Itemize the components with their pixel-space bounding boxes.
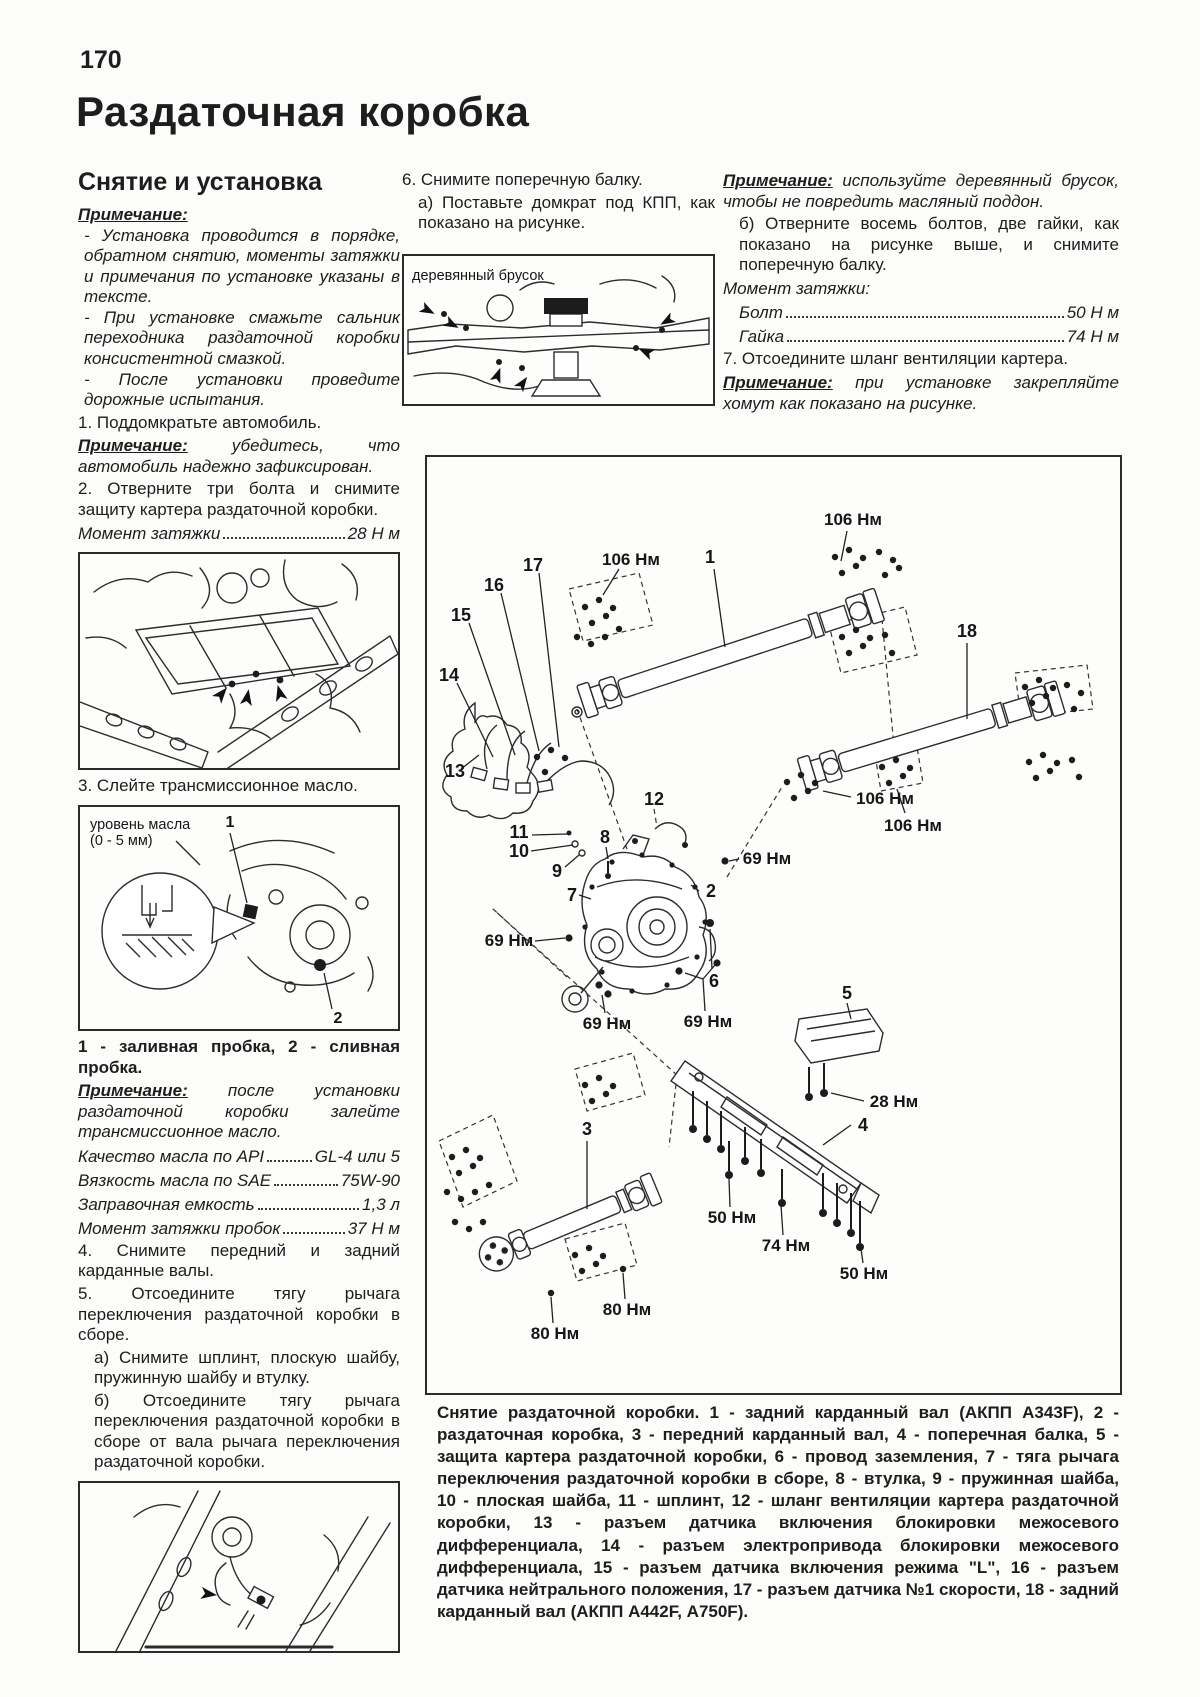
drain-plug	[314, 959, 326, 971]
note-label: Примечание:	[78, 436, 188, 456]
wooden-block	[544, 298, 588, 314]
spec-nut	[723, 327, 1119, 347]
bolt-arrows	[212, 671, 288, 706]
figure-shield-removal	[78, 552, 400, 770]
spec-plug-torque	[78, 1219, 400, 1239]
wooden-block-label: деревянный брусок	[412, 267, 544, 284]
spec-label: Момент затяжки	[78, 524, 221, 544]
torque-label: 106 Нм	[824, 510, 882, 529]
spec-sae	[78, 1171, 400, 1191]
spec-value: 50 Н м	[1066, 303, 1119, 323]
torque-label: 106 Нм	[602, 550, 660, 569]
callout-number: 10	[508, 841, 530, 861]
callout-number: 8	[599, 827, 611, 847]
step-4: 4. Снимите передний и задний карданные валы.	[78, 1240, 400, 1281]
exploded-view-caption: Снятие раздаточной коробки. 1 - задний карданный вал (АКПП А343F), 2 - раздаточная коробка, 3 - передний карданный вал, 4 - поперечная балка, 5 - защита картера раздаточной коробки, 6 - провод заземления, 7 - тяга рычага переключения раздаточной коробки в сборе, 8 - втулка, 9 - пружинная шайба, 10 - плоская шайба, 11 - шплинт, 12 - шланг вентиляции картера раздаточной коробки, 13 - разъем датчика включения блокировки межосевого дифференциала, 14 - разъем электропривода блокировки межосевого дифференциала, 15 - разъем датчика включения режима "L", 16 - разъем датчика нейтрального положения, 17 - разъем датчика №1 скорости, 18 - задний карданный вал (АКПП А442F, А750F).	[437, 1403, 1119, 1621]
rear-driveshaft-a442f	[797, 681, 1065, 792]
filler-plug	[243, 904, 258, 919]
torque-label: 106 Нм	[884, 816, 942, 835]
callout-number: 6	[708, 971, 720, 991]
step-6b: б) Отверните восемь болтов, две гайки, как показано на рисунке выше, и снимите поперечную балку.	[739, 214, 1119, 275]
callout-number: 13	[444, 761, 466, 781]
note-clamp-text: при установке закрепляйте хомут как показано на рисунке.	[723, 372, 1119, 413]
torque-label: 106 Нм	[856, 789, 914, 808]
spec-value: 74 Н м	[1066, 327, 1119, 347]
step-6a: а) Поставьте домкрат под КПП, как показано на рисунке.	[418, 192, 715, 233]
torque-label: 69 Нм	[742, 849, 792, 868]
note-clamp	[723, 373, 1119, 414]
torque-label: 28 Нм	[869, 1092, 919, 1111]
shift-linkage-drawing	[80, 1483, 398, 1651]
callout-filler-plug: 1	[225, 814, 235, 831]
linkage-pin	[257, 1596, 266, 1605]
torque-spec-shield	[78, 524, 400, 544]
spec-label: Гайка	[739, 327, 785, 347]
magnifier-circle	[102, 873, 218, 989]
step-3: 3. Слейте трансмиссионное масло.	[78, 776, 358, 796]
callout-number: 15	[450, 605, 472, 625]
dotted-leader	[274, 1184, 338, 1186]
spec-api	[78, 1147, 400, 1167]
section-heading: Снятие и установка	[78, 168, 323, 196]
callout-number: 5	[841, 983, 853, 1003]
step-5: 5. Отсоедините тягу рычага переключения раздаточной коробки в сборе.	[78, 1283, 400, 1345]
bolt-clusters	[444, 547, 1084, 1296]
torque-label: 74 Нм	[761, 1236, 811, 1255]
callout-number: 7	[566, 885, 578, 905]
step-7: 7. Отсоедините шланг вентиляции картера.	[723, 349, 1068, 369]
torque-label: 69 Нм	[484, 931, 534, 950]
torque-label: 69 Нм	[582, 1014, 632, 1033]
callout-number: 9	[551, 861, 563, 881]
note-block-text: используйте деревянный брусок, чтобы не повредить масляный поддон.	[723, 171, 1119, 211]
callout-number: 1	[704, 547, 716, 567]
dotted-leader	[267, 1160, 312, 1162]
callout-number: 16	[483, 575, 505, 595]
left-column	[78, 168, 400, 1659]
note-block	[723, 171, 1119, 212]
pointer-arrow	[200, 1587, 218, 1601]
spec-label: Болт	[739, 303, 783, 323]
callout-drain-plug: 2	[333, 1010, 343, 1027]
exploded-view-figure	[425, 455, 1122, 1395]
spec-value: 37 Н м	[347, 1218, 400, 1238]
note-label: Примечание:	[723, 372, 833, 392]
step-2: 2. Отверните три болта и снимите защиту картера раздаточной коробки.	[78, 479, 400, 519]
figure-oil-level	[78, 805, 400, 1031]
step-5b: б) Отсоедините тягу рычага переключения раздаточной коробки в сборе от вала рычага переключения раздаточной коробки.	[94, 1390, 400, 1472]
figure-shift-linkage	[78, 1481, 400, 1653]
note-oil-text: после установки раздаточной коробки залейте трансмиссионное масло.	[78, 1081, 400, 1142]
oil-figure-caption: 1 - заливная пробка, 2 - сливная пробка.	[78, 1037, 400, 1077]
torque-labels	[485, 510, 942, 1343]
oil-level-drawing	[80, 807, 398, 1029]
note-bullet: - Установка проводится в порядке, обратном снятию, моменты затяжки и примечания по установке указаны в тексте.	[84, 225, 400, 307]
callout-number: 3	[581, 1119, 593, 1139]
callout-number: 12	[643, 789, 665, 809]
oil-level-label: уровень масла	[90, 817, 191, 833]
torque-label: 80 Нм	[530, 1324, 580, 1343]
right-column	[723, 168, 1119, 414]
step-5a: а) Снимите шплинт, плоскую шайбу, пружинную шайбу и втулку.	[94, 1347, 400, 1388]
note-label: Примечание:	[78, 205, 188, 224]
note-bullet: - После установки проведите дорожные испытания.	[84, 369, 400, 410]
spec-label: Момент затяжки пробок	[78, 1218, 281, 1238]
rear-driveshaft-a343f	[577, 588, 885, 718]
torque-label: 50 Нм	[707, 1208, 757, 1227]
spec-capacity	[78, 1195, 400, 1215]
exploded-view-drawing	[427, 457, 1120, 1393]
spec-value: 75W-90	[340, 1170, 400, 1190]
figure-wooden-block	[402, 254, 715, 406]
note-oil	[78, 1081, 400, 1143]
step-1: 1. Поддомкратьте автомобиль.	[78, 412, 322, 432]
spec-value: 1,3 л	[362, 1194, 400, 1214]
torque-label: 80 Нм	[602, 1300, 652, 1319]
dotted-leader	[223, 537, 344, 539]
torque-label: 69 Нм	[683, 1012, 733, 1031]
page-number: 170	[80, 46, 122, 74]
page-title: Раздаточная коробка	[76, 88, 530, 135]
dotted-leader	[283, 1232, 344, 1234]
callout-number: 14	[438, 665, 460, 685]
wooden-block-drawing	[404, 256, 713, 404]
oil-level-range: (0 - 5 мм)	[90, 833, 153, 849]
spec-value: GL-4 или 5	[314, 1146, 400, 1166]
callout-number: 2	[705, 881, 717, 901]
cross-member	[671, 1061, 879, 1251]
note-bullets	[78, 226, 400, 411]
note-bullet: - При установке смажьте сальник переходника раздаточной коробки консистентной смазкой.	[84, 307, 400, 368]
torque-heading: Момент затяжки:	[723, 278, 871, 298]
note-label: Примечание:	[78, 1081, 188, 1101]
callout-number: 4	[857, 1115, 869, 1135]
middle-column	[402, 168, 715, 412]
note-car-text: убедитесь, что автомобиль надежно зафиксирован.	[78, 436, 400, 476]
spec-label: Вязкость масла по SAE	[78, 1170, 272, 1190]
dotted-leader	[786, 316, 1064, 318]
note-car	[78, 436, 400, 477]
note-label: Примечание:	[723, 171, 833, 190]
callout-number: 18	[956, 621, 978, 641]
spec-value: 28 Н м	[347, 524, 400, 544]
shield-removal-drawing	[80, 554, 398, 768]
callout-number: 11	[509, 822, 529, 842]
callout-numbers	[439, 547, 977, 1139]
spec-label: Заправочная емкость	[78, 1194, 255, 1214]
step-6: 6. Снимите поперечную балку.	[402, 170, 643, 189]
torque-label: 50 Нм	[839, 1264, 889, 1283]
spec-bolt	[723, 303, 1119, 323]
spec-label: Качество масла по API	[78, 1146, 265, 1166]
assembly-dashed-lines	[439, 573, 1093, 1281]
dotted-leader	[787, 340, 1064, 342]
bolt-arrows	[419, 302, 676, 392]
note-label-line	[78, 205, 400, 226]
dotted-leader	[258, 1208, 359, 1210]
vent-hose	[655, 823, 686, 843]
skid-plate	[795, 1009, 883, 1101]
callout-number: 17	[522, 555, 544, 575]
connector-harness	[443, 703, 614, 819]
